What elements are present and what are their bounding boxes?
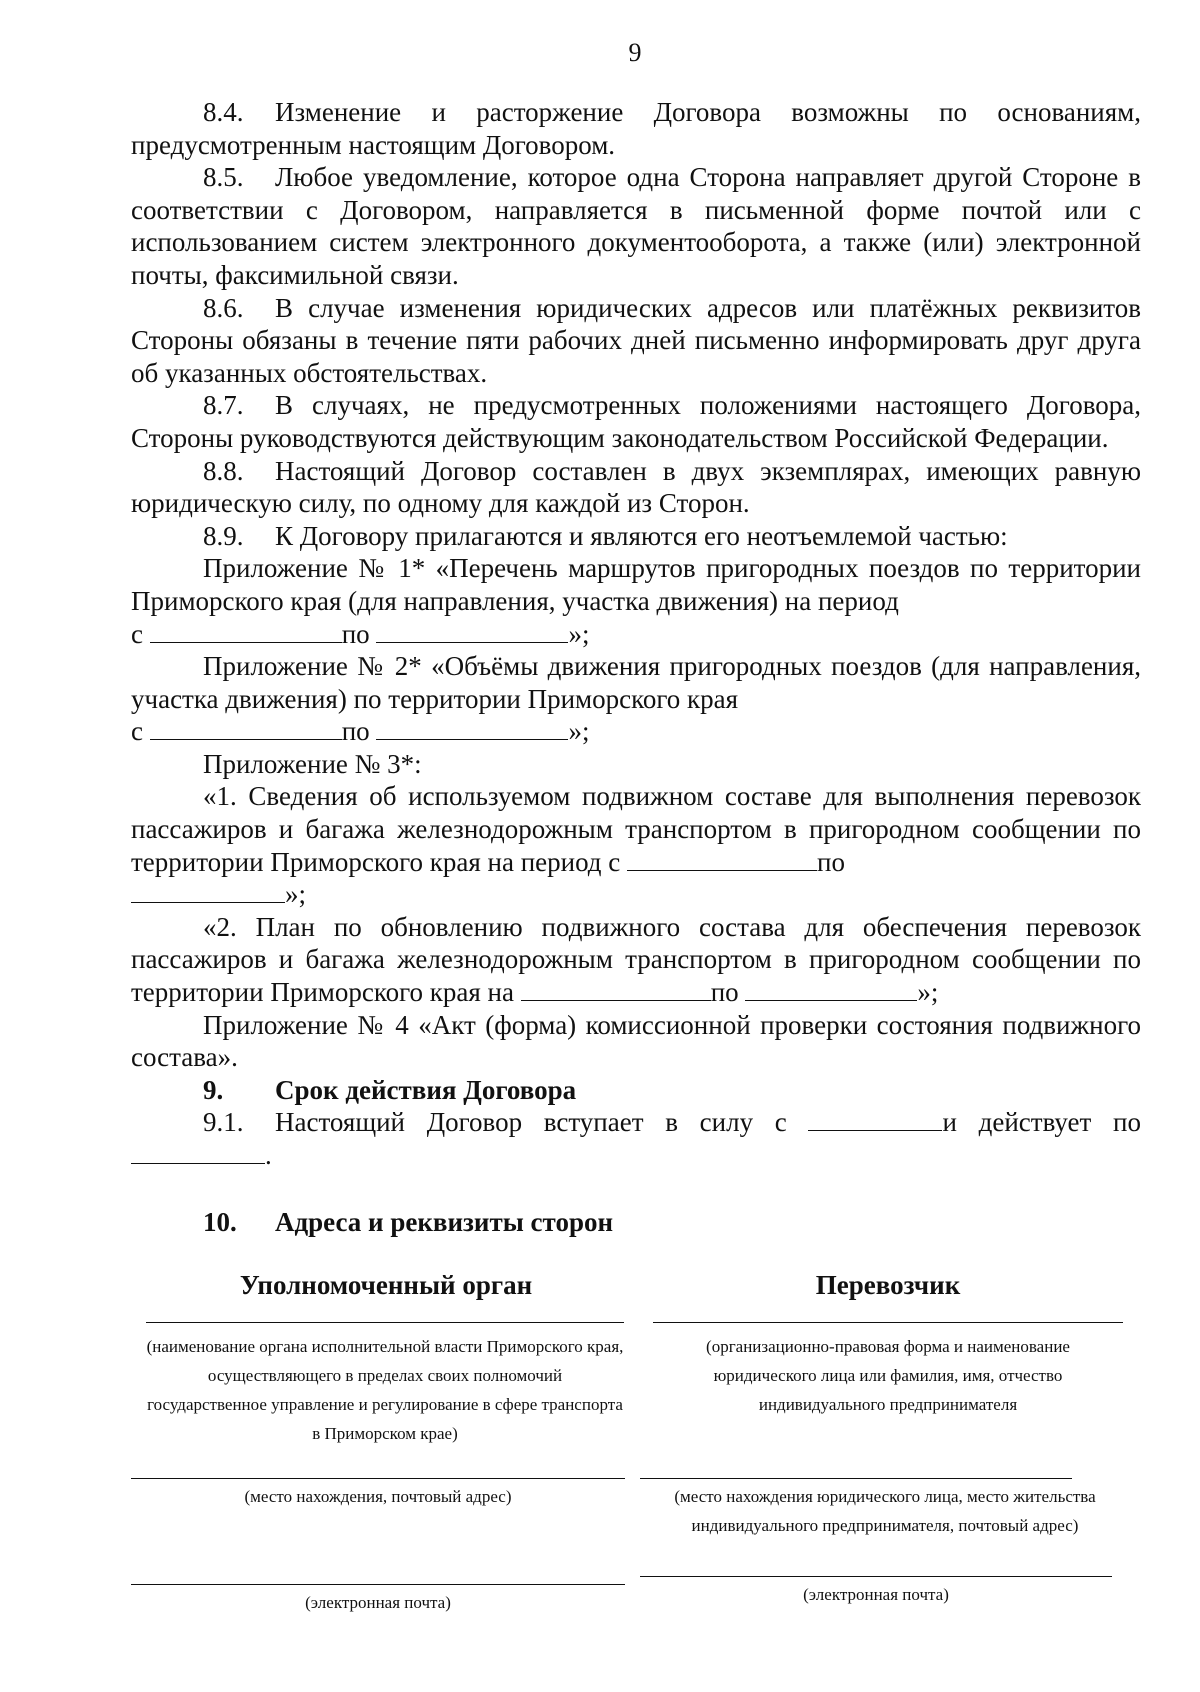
- appendix-2: [131, 650, 1141, 715]
- section-number: 10.: [203, 1207, 237, 1237]
- clause-8-7: [131, 389, 1141, 454]
- clause-text: Изменение и расторжение Договора возможны по основаниям, предусмотренным настоящим Договором.: [131, 97, 1141, 160]
- clause-number: 8.6.: [203, 292, 244, 323]
- clause-8-4: [131, 96, 1141, 161]
- blank-date-to: [376, 715, 568, 740]
- appendix-2-text: Приложение № 2* «Объёмы движения пригородных поездов (для направления, участка движения) по территории Приморского края: [131, 651, 1141, 714]
- word-from: с: [131, 618, 143, 649]
- clause-number: 9.1.: [203, 1107, 244, 1138]
- appendix-1-period: [131, 618, 1141, 651]
- section-title: Срок действия Договора: [275, 1074, 577, 1105]
- blank-date-from: [521, 976, 711, 1001]
- carrier-address-line: [640, 1478, 1072, 1479]
- clause-number: 8.9.: [203, 520, 244, 551]
- appendix-3-item-1-end: [131, 878, 1141, 911]
- blank-date-from: [150, 618, 342, 643]
- clause-text: Настоящий Договор вступает в силу с: [275, 1107, 787, 1138]
- carrier-email-caption: (электронная почта): [803, 1585, 949, 1604]
- appendix-1-text: Приложение № 1* «Перечень маршрутов пригородных поездов по территории Приморского края (для направления, участка движения) на период: [131, 553, 1141, 616]
- appendix-3-item-1-text: «1. Сведения об используемом подвижном составе для выполнения перевозок пассажиров и багажа железнодорожным транспортом в пригородном сообщении по территории Приморского края на период с: [131, 781, 1141, 877]
- clause-text: Любое уведомление, которое одна Сторона направляет другой Стороне в соответствии с Договором, направляется в письменной форме почтой или с использованием систем электронного документооборота, а также (или) электронной почты, факсимильной связи.: [131, 162, 1141, 290]
- carrier-address-caption: (место нахождения юридического лица, место жительства индивидуального предпринимателя, почтовый адрес): [674, 1487, 1096, 1535]
- word-to: по: [710, 977, 739, 1008]
- section-9-heading: [131, 1074, 1141, 1107]
- authorized-body-address-line: [131, 1478, 625, 1479]
- authorized-body-email-line: [131, 1584, 625, 1585]
- closing-quote: »;: [917, 977, 939, 1008]
- blank-date-from: [627, 846, 817, 871]
- page-number: 9: [628, 38, 642, 67]
- clause-9-1: [131, 1106, 1141, 1139]
- blank-date-from: [150, 715, 342, 740]
- appendix-3: [131, 748, 1141, 781]
- clause-number: 8.4.: [203, 97, 244, 127]
- carrier-name-caption: (организационно-правовая форма и наименование юридического лица или фамилия, имя, отчество индивидуального предпринимателя: [706, 1337, 1070, 1414]
- clause-8-6: [131, 292, 1141, 390]
- clause-number: 8.5.: [203, 162, 244, 193]
- blank-date-to: [131, 878, 285, 903]
- clause-text-end: и действует по: [942, 1107, 1141, 1138]
- carrier-email-line: [640, 1576, 1112, 1577]
- appendix-4-text: Приложение № 4 «Акт (форма) комиссионной проверки состояния подвижного состава».: [131, 1009, 1141, 1073]
- authorized-body-name-caption: (наименование органа исполнительной власти Приморского края, осуществляющего в пределах своих полномочий государственное управление и регулирование в сфере транспорта в Приморском крае): [146, 1337, 624, 1443]
- word-to: по: [341, 716, 370, 747]
- clause-text: К Договору прилагаются и являются его неотъемлемой частью:: [275, 520, 1008, 551]
- section-10-heading: [203, 1207, 613, 1238]
- clause-text: В случаях, не предусмотренных положениями настоящего Договора, Стороны руководствуются действующим законодательством Российской Федерации.: [131, 390, 1141, 453]
- clause-text: В случае изменения юридических адресов или платёжных реквизитов Стороны обязаны в течение пяти рабочих дней письменно информировать друг друга об указанных обстоятельствах.: [131, 292, 1141, 388]
- clause-9-1-end: [131, 1139, 1141, 1172]
- clause-number: 8.8.: [203, 455, 244, 486]
- section-number: 9.: [203, 1074, 224, 1105]
- blank-date-to: [376, 618, 568, 643]
- word-from: с: [131, 716, 143, 747]
- blank-end-date: [131, 1139, 265, 1164]
- clause-number: 8.7.: [203, 390, 244, 421]
- carrier-title: Перевозчик: [815, 1270, 961, 1300]
- carrier-name-line: [653, 1322, 1123, 1323]
- clause-8-8: [131, 455, 1141, 520]
- blank-date-to: [745, 976, 917, 1001]
- appendix-3-text: Приложение № 3*:: [203, 748, 422, 779]
- appendix-3-item-2: [131, 911, 1141, 1009]
- clause-8-5: [131, 161, 1141, 291]
- closing-quote: »;: [285, 879, 307, 910]
- blank-start-date: [808, 1106, 942, 1131]
- closing-quote: »;: [568, 618, 590, 649]
- appendix-1: [131, 552, 1141, 617]
- appendix-2-period: [131, 715, 1141, 748]
- period-mark: .: [265, 1140, 272, 1170]
- section-title: Адреса и реквизиты сторон: [275, 1207, 614, 1237]
- authorized-body-address-caption: (место нахождения, почтовый адрес): [244, 1487, 512, 1506]
- clause-text: Настоящий Договор составлен в двух экземплярах, имеющих равную юридическую силу, по одному для каждой из Сторон.: [131, 455, 1141, 519]
- word-to: по: [341, 618, 370, 649]
- appendix-3-item-2-text: «2. План по обновлению подвижного состава для обеспечения перевозок пассажиров и багажа железнодорожным транспортом в пригородном сообщении по территории Приморского края на: [131, 911, 1141, 1008]
- authorized-body-title: Уполномоченный орган: [239, 1270, 533, 1300]
- appendix-3-item-1: [131, 780, 1141, 878]
- closing-quote: »;: [568, 716, 590, 747]
- clause-8-9: [131, 520, 1141, 553]
- authorized-body-email-caption: (электронная почта): [305, 1593, 451, 1612]
- appendix-4: [131, 1009, 1141, 1074]
- authorized-body-name-line: [146, 1322, 624, 1323]
- contract-body: [131, 96, 1141, 1172]
- word-to: по: [817, 846, 845, 877]
